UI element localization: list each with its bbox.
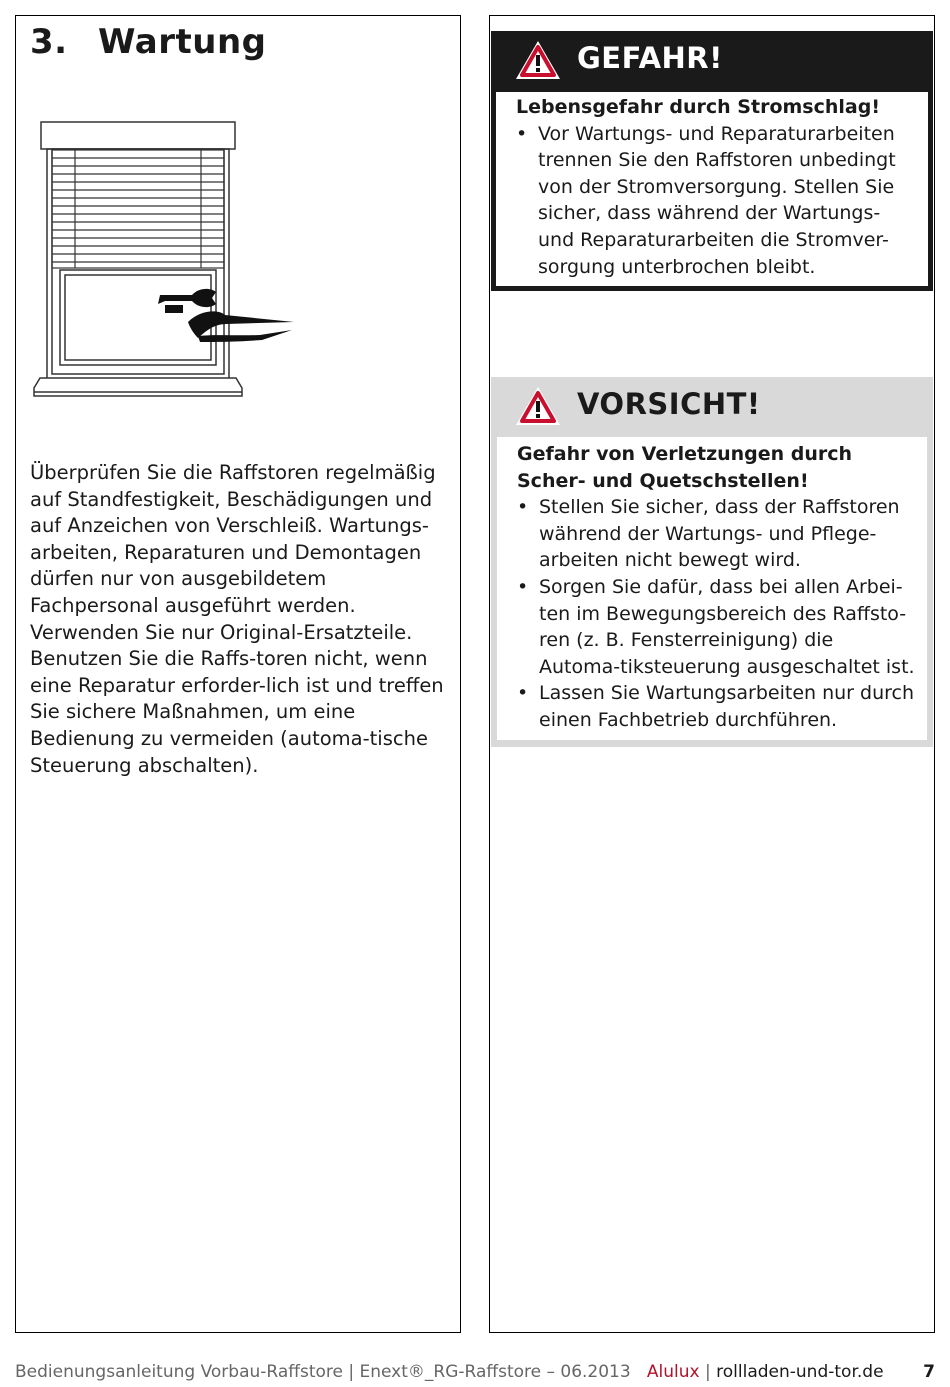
caution-body — [497, 437, 927, 740]
caution-notice — [491, 377, 933, 747]
danger-subtitle: Lebensgefahr durch Stromschlag! — [516, 96, 880, 118]
danger-body — [496, 92, 928, 286]
footer-website: rollladen-und-tor.de — [716, 1362, 884, 1382]
maintenance-text: Überprüfen Sie die Raffstoren regelmäßig auf Standfestigkeit, Beschädigungen und auf Anzeichen von Verschleiß. Wartungs-arbeiten, Reparaturen und Demontagen dürfen nur von ausgebildetem Fachpersonal ausgeführt werden. Verwenden Sie nur Original-Ersatzteile. Benutzen Sie die Raffs-toren nicht, wenn eine Reparatur erforder-lich ist und treffen Sie sichere Maßnahmen, um eine Bedienung zu vermeiden (automa-tische Steuerung abschalten). — [30, 461, 444, 777]
blind-with-tools-illustration — [30, 110, 310, 410]
pliers-icon — [188, 311, 294, 342]
caution-subtitle: Gefahr von Verletzungen durch Scher- und Quetschstellen! — [517, 443, 853, 492]
warning-triangle-icon — [515, 385, 561, 427]
section-heading: Wartung — [98, 22, 267, 62]
danger-item: • Vor Wartungs- und Reparaturarbeiten trennen Sie den Raffstoren unbedingt von der Stromversorgung. Stellen Sie sicher, dass während der Wartungs- und Reparaturarbeiten die Stromver-sorgung unterbrochen bleibt. — [516, 121, 914, 281]
page-number: 7 — [923, 1362, 935, 1382]
wrench-icon — [158, 289, 216, 313]
page-footer — [15, 1362, 935, 1382]
caution-title: VORSICHT! — [577, 387, 761, 421]
caution-list — [517, 494, 915, 733]
section-title — [30, 22, 267, 62]
caution-item: • Stellen Sie sicher, dass der Raffstoren während der Wartungs- und Pflege-arbeiten nicht bewegt wird. — [517, 494, 915, 574]
danger-notice — [491, 31, 933, 291]
slats — [52, 150, 224, 268]
danger-list — [516, 121, 914, 281]
footer-document-title: Bedienungsanleitung Vorbau-Raffstore | Enext®_RG-Raffstore – 06.2013 — [15, 1362, 631, 1382]
footer-separator: | — [699, 1362, 717, 1382]
window-frame — [34, 122, 242, 396]
section-number: 3. — [30, 22, 68, 62]
footer-brand: Alulux — [646, 1362, 700, 1382]
caution-item: • Lassen Sie Wartungsarbeiten nur durch einen Fachbetrieb durchführen. — [517, 680, 915, 733]
caution-item: • Sorgen Sie dafür, dass bei allen Arbei-ten im Bewegungsbereich des Raffsto-ren (z. B. Fensterreinigung) die Automa-tiksteuerung ausgeschaltet ist. — [517, 574, 915, 680]
danger-title: GEFAHR! — [577, 41, 723, 75]
danger-header — [491, 31, 933, 92]
caution-header — [491, 377, 933, 437]
warning-triangle-icon — [515, 39, 561, 81]
